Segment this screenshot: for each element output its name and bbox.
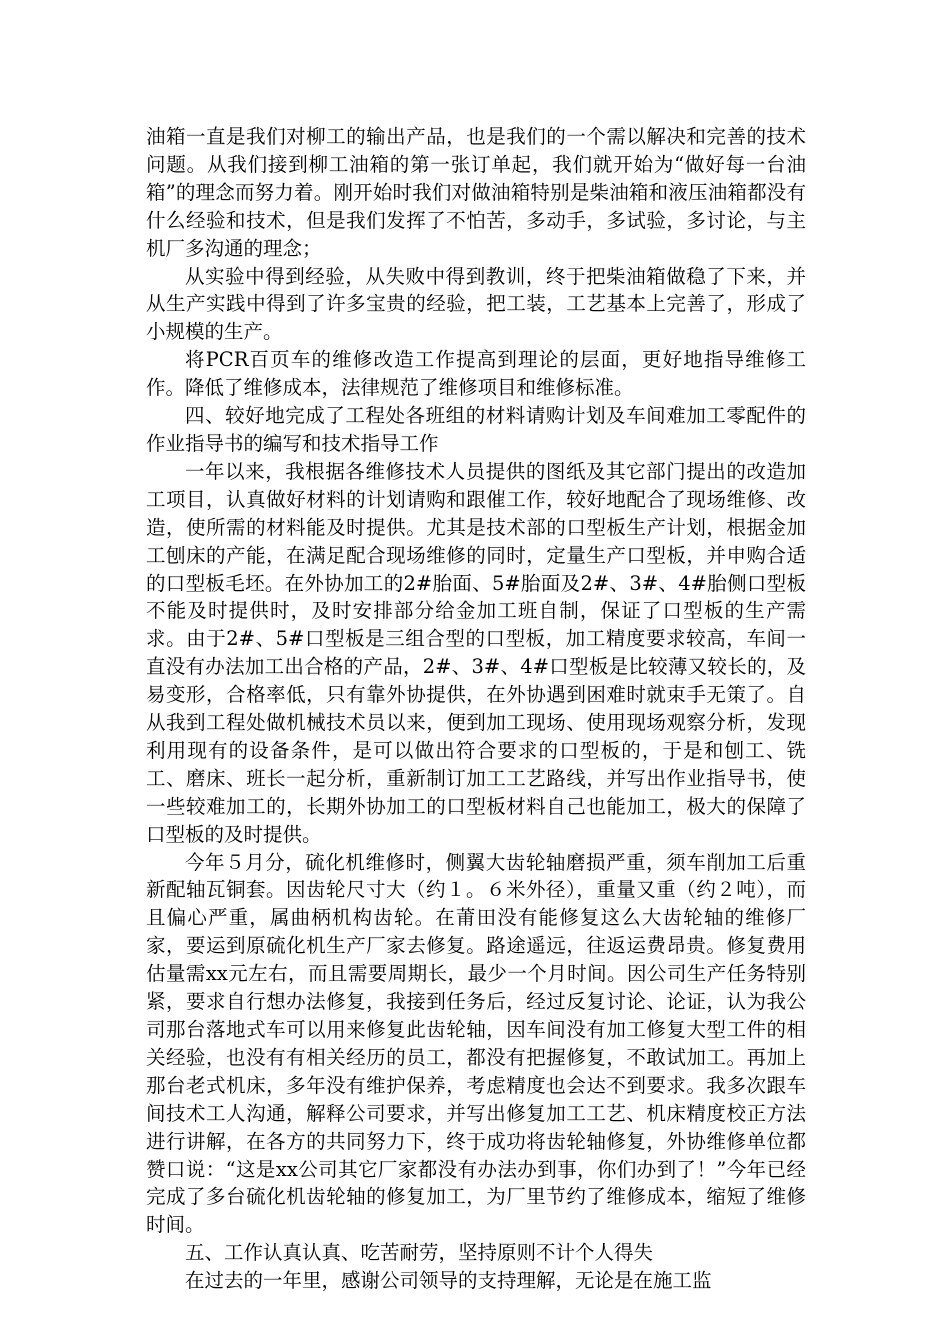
section-heading-four: 四、较好地完成了工程处各班组的材料请购计划及车间难加工零配件的作业指导书的编写和技术指导工作 (146, 404, 806, 455)
document-page (146, 123, 806, 1295)
paragraph-material-plan: 一年以来，我根据各维修技术人员提供的图纸及其它部门提出的改造加工项目，认真做好材料的计划请购和跟催工作，较好地配合了现场维修、改造，使所需的材料能及时提供。尤其是技术部的口型板生产计划，根据金加工刨床的产能，在满足配合现场维修的同时，定量生产口型板，并申购合适的口型板毛坯。在外协加工的2#胎面、5#胎面及2#、3#、4#胎侧口型板不能及时提供时，及时安排部分给金加工班自制，保证了口型板的生产需求。由于2#、5#口型板是三组合型的口型板，加工精度要求较高，车间一直没有办法加工出合格的产品，2#、3#、4#口型板是比较薄又较长的，及易变形，合格率低，只有靠外协提供，在外协遇到困难时就束手无策了。自从我到工程处做机械技术员以来，便到加工现场、使用现场观察分析，发现利用现有的设备条件，是可以做出符合要求的口型板的，于是和刨工、铣工、磨床、班长一起分析，重新制订加工工艺路线，并写出作业指导书，使一些较难加工的，长期外协加工的口型板材料自己也能加工，极大的保障了口型板的及时提供。 (146, 459, 806, 846)
section-heading-five: 五、工作认真认真、吃苦耐劳，坚持原则不计个人得失 (185, 1241, 654, 1265)
paragraph-experience: 从实验中得到经验，从失败中得到教训，终于把柴油箱做稳了下来，并从生产实践中得到了许多宝贵的经验，把工装，工艺基本上完善了，形成了小规模的生产。 (146, 264, 806, 344)
paragraph-pcr-repair: 将PCR百页车的维修改造工作提高到理论的层面，更好地指导维修工作。降低了维修成本，法律规范了维修项目和维修标准。 (146, 348, 806, 400)
paragraph-oil-tank: 油箱一直是我们对柳工的输出产品，也是我们的一个需以解决和完善的技术问题。从我们接到柳工油箱的第一张订单起，我们就开始为“做好每一台油箱”的理念而努力着。刚开始时我们对做油箱特别是柴油箱和液压油箱都没有什么经验和技术，但是我们发挥了不怕苦，多动手，多试验，多讨论，与主机厂多沟通的理念； (146, 125, 806, 260)
paragraph-gear-shaft-repair: 今年５月分，硫化机维修时，侧翼大齿轮轴磨损严重，须车削加工后重新配轴瓦铜套。因齿轮尺寸大（约１。６米外径），重量又重（约２吨），而且偏心严重，属曲柄机构齿轮。在莆田没有能修复这么大齿轮轴的维修厂家，要运到原硫化机生产厂家去修复。路途遥远，往返运费昂贵。修复费用估量需xx元左右，而且需要周期长，最少一个月时间。因公司生产任务特别紧，要求自行想办法修复，我接到任务后，经过反复讨论、论证，认为我公司那台落地式车可以用来修复此齿轮轴，因车间没有加工修复大型工件的相关经验，也没有有相关经历的员工，都没有把握修复，不敢试加工。再加上那台老式机床，多年没有维护保养，考虑精度也会达不到要求。我多次跟车间技术工人沟通，解释公司要求，并写出修复加工工艺、机床精度校正方法进行讲解，在各方的共同努力下，终于成功将齿轮轴修复，外协维修单位都赞口说：“这是xx公司其它厂家都没有办法办到事，你们办到了！”今年已经完成了多台硫化机齿轮轴的修复加工，为厂里节约了维修成本，缩短了维修时间。 (146, 850, 806, 1237)
paragraph-past-year: 在过去的一年里，感谢公司领导的支持理解，无论是在施工监 (185, 1269, 712, 1293)
